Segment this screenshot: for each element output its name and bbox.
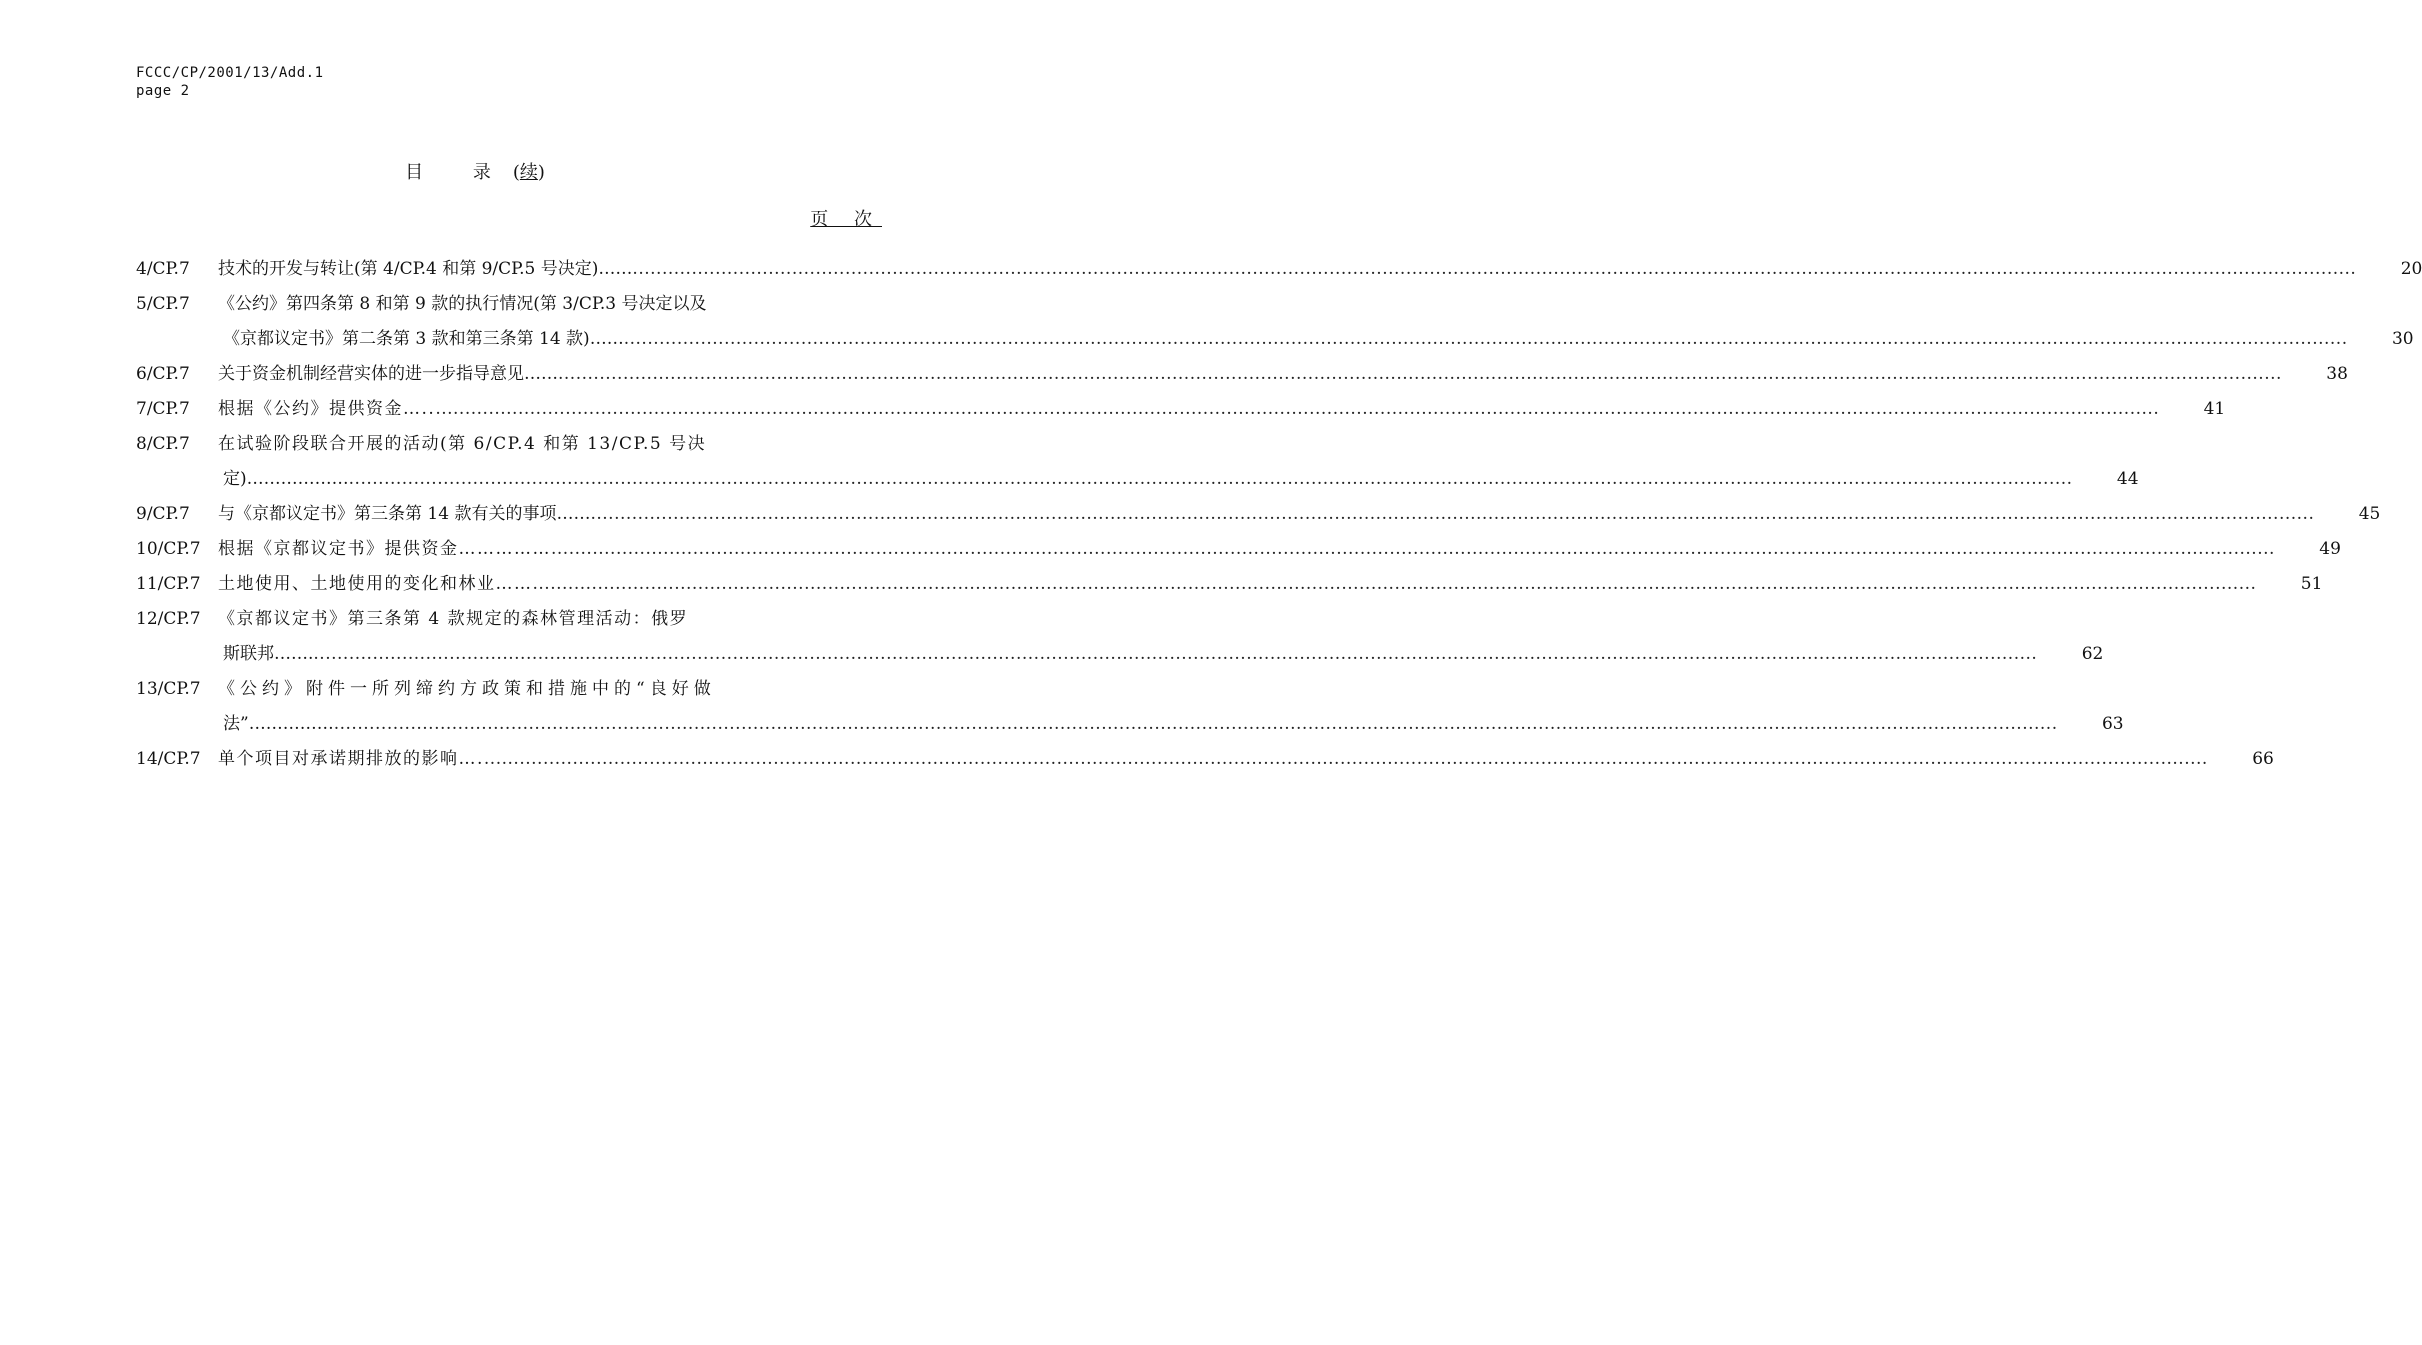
toc-title-continued: 续 <box>519 162 538 183</box>
toc-entry <box>136 672 2124 742</box>
page-number: 66 <box>2252 749 2274 769</box>
decision-number: 8/CP.7 <box>136 434 190 454</box>
page-number: 38 <box>2326 364 2348 384</box>
decision-number: 7/CP.7 <box>136 399 190 419</box>
document-symbol: FCCC/CP/2001/13/Add.1 <box>136 65 324 81</box>
dot-leader <box>551 532 2275 567</box>
dot-leader <box>632 252 2356 287</box>
page-number: 63 <box>2101 714 2124 734</box>
toc-title-paren-open: ( <box>512 162 520 183</box>
decision-number: 10/CP.7 <box>136 539 201 559</box>
page-number: 51 <box>2300 574 2323 594</box>
entry-title: 《京都议定书》第三条第 4 款规定的森林管理活动：俄罗 <box>218 609 689 629</box>
dot-leader <box>435 392 2159 427</box>
entry-title-continued: 《京都议定书》第二条第 3 款和第三条第 14 款)…… <box>223 329 624 349</box>
page-number: 62 <box>2081 644 2104 664</box>
decision-number: 14/CP.7 <box>136 749 201 769</box>
dot-leader <box>349 462 2073 497</box>
toc-entry <box>136 532 2341 567</box>
entry-title-continued: 法”…………… <box>223 714 334 734</box>
entry-title: 《公约》附件一所列缔约方政策和措施中的“良好做 <box>218 679 716 699</box>
toc-entry <box>136 602 2104 672</box>
page-number: 20 <box>2400 259 2422 279</box>
toc-entry <box>136 287 2414 357</box>
document-header <box>136 64 324 100</box>
toc-entry <box>136 427 2139 497</box>
toc-entry <box>136 497 2381 532</box>
decision-number: 12/CP.7 <box>136 609 201 629</box>
toc-entry <box>136 392 2226 427</box>
decision-number: 5/CP.7 <box>136 294 190 314</box>
dot-leader <box>624 322 2348 357</box>
dot-leader <box>313 637 2037 672</box>
entry-title: 技术的开发与转让(第 4/CP.4 和第 9/CP.5 号决定)…… <box>218 259 633 279</box>
toc-title <box>0 161 950 185</box>
decision-number: 9/CP.7 <box>136 504 190 524</box>
table-of-contents <box>136 252 2422 777</box>
decision-number: 4/CP.7 <box>136 259 190 279</box>
page-number: 49 <box>2319 539 2341 559</box>
page-number: 30 <box>2391 329 2414 349</box>
dot-leader <box>484 742 2208 777</box>
entry-title: 单个项目对承诺期排放的影响…. <box>218 749 484 769</box>
dot-leader <box>334 707 2058 742</box>
page-column-heading: 页 次 <box>810 209 882 230</box>
decision-number: 6/CP.7 <box>136 364 190 384</box>
toc-title-paren-close: ) <box>537 162 545 183</box>
entry-title: 与《京都议定书》第三条第 14 款有关的事项…… <box>218 504 591 524</box>
entry-title: 根据《公约》提供资金….. <box>218 399 436 419</box>
entry-title: 关于资金机制经营实体的进一步指导意见…… <box>218 364 558 384</box>
entry-title: 土地使用、土地使用的变化和林业…… <box>218 574 533 594</box>
dot-leader <box>590 497 2314 532</box>
dot-leader <box>558 357 2282 392</box>
entry-title-continued: 斯联邦……. <box>223 644 314 664</box>
toc-entry <box>136 252 2422 287</box>
decision-number: 13/CP.7 <box>136 679 201 699</box>
entry-title: 在试验阶段联合开展的活动(第 6/CP.4 和第 13/CP.5 号决 <box>218 434 707 454</box>
decision-number: 11/CP.7 <box>136 574 201 594</box>
toc-entry <box>136 742 2274 777</box>
entry-title: 根据《京都议定书》提供资金…………… <box>218 539 551 559</box>
toc-entry <box>136 357 2348 392</box>
page-number: 44 <box>2116 469 2139 489</box>
page-number-label: page 2 <box>136 83 190 99</box>
entry-title: 《公约》第四条第 8 和第 9 款的执行情况(第 3/CP.3 号决定以及 <box>218 294 707 314</box>
toc-entry <box>136 567 2323 602</box>
entry-title-continued: 定)……………… <box>223 469 349 489</box>
page-number: 41 <box>2203 399 2226 419</box>
toc-title-main: 目 录 <box>405 162 513 183</box>
page-number: 45 <box>2358 504 2381 524</box>
dot-leader <box>533 567 2257 602</box>
